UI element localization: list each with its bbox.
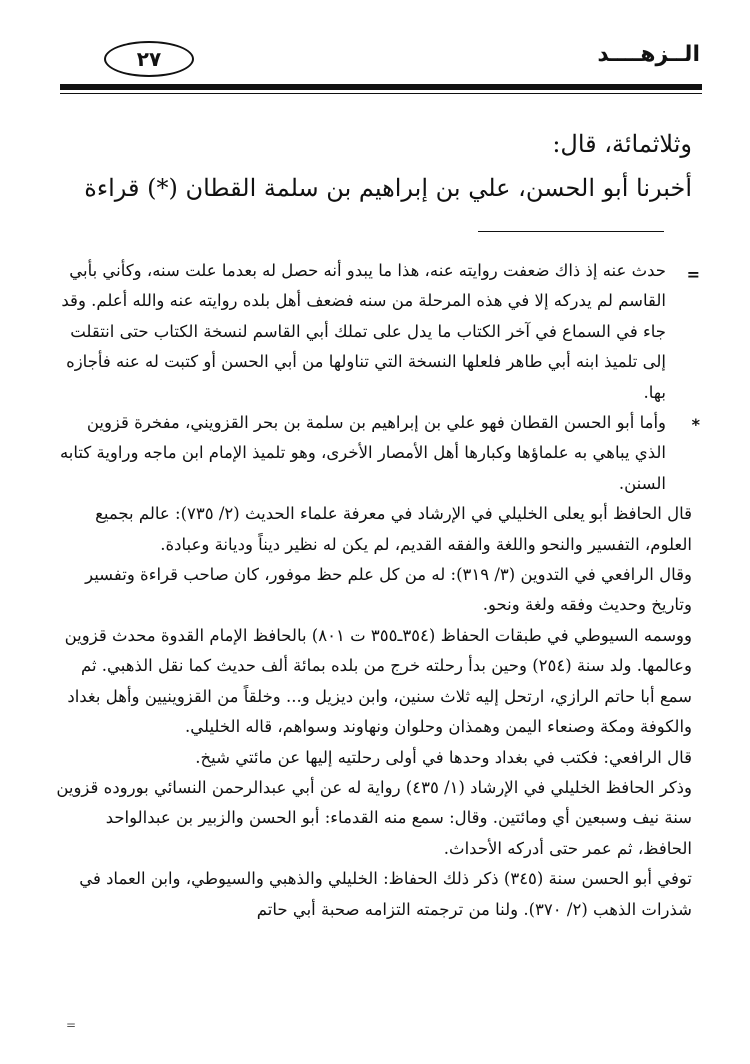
footnote-continuation (52, 256, 700, 408)
footnote-paragraph: ووسمه السيوطي في طبقات الحفاظ (٣٥٤ـ٣٥٥ ت ٨٠١) بالحافظ الإمام القدوة محدث قزوين وعالمها. ولد سنة (٢٥٤) وحين بدأ رحلته خرج من بلده بمائة ألف حديث كما نقل الذهبي. ثم سمع أبا حاتم الرازي، ارتحل إليه ثلاث سنين، وابن ديزيل و... وخلقاً من القزوينيين وأهل بغداد والكوفة ومكة وصنعاء اليمن وهمذان وحلوان ونهاوند وسواهم، قاله الخليلي. (64, 625, 692, 737)
footnote-paragraph: قال الرافعي: فكتب في بغداد وحدها في أولى رحلتيه إليها عن مائتي شيخ. (195, 747, 692, 767)
footnote-paragraph: وقال الرافعي في التدوين (٣/ ٣١٩): له من كل علم حظ موفور، كان صاحب قراءة وتفسير وتاريخ وحديث وفقه ولغة ونحو. (85, 565, 692, 615)
footnote-separator (478, 231, 664, 232)
main-line: وثلاثمائة، قال: (552, 130, 692, 158)
running-title: الــزهــــد (597, 42, 700, 67)
page-number: ٢٧ (104, 41, 194, 77)
main-text (57, 122, 692, 210)
footnote-text: حدث عنه إذ ذاك ضعفت روايته عنه، هذا ما يبدو أنه حصل له بعدما علت سنه، وكأني بأبي القاسم لم يدركه إلا في هذه المرحلة من سنه فضعف أهل بلده روايته عنه والله أعلم. وقد جاء في السماع في آخر الكتاب ما يدل على تملك أبي القاسم لنسخة الكتاب حتى انتقلت إلى تلميذ ابنه أبي طاهر فلعلها النسخة التي تناولها من أبي الحسن أو كتبت له عنه فأجازه بها. (61, 261, 666, 402)
footnote-star (52, 408, 700, 499)
footnote-text: وأما أبو الحسن القطان فهو علي بن إبراهيم بن سلمة بن بحر القزويني، مفخرة قزوين الذي يباهي به علماؤها وكبارها أهل الأمصار الأخرى، وهو تلميذ الإمام ابن ماجه وراوية كتابه السنن. (59, 413, 666, 493)
continuation-marker: = (686, 265, 700, 284)
footnote-paragraph: قال الحافظ أبو يعلى الخليلي في الإرشاد في معرفة علماء الحديث (٢/ ٧٣٥): عالم بجميع العلوم، التفسير والنحو واللغة والفقه القديم، لم يكن له نظير ديناً وديانة وعبادة. (95, 504, 692, 554)
main-line: أخبرنا أبو الحسن، علي بن إبراهيم بن سلمة القطان (*) قراءة (84, 174, 692, 202)
footnotes (52, 256, 700, 925)
header-rule-thin (60, 93, 702, 94)
header-rule-thick (60, 84, 702, 90)
footnote-paragraph: توفي أبو الحسن سنة (٣٤٥) ذكر ذلك الحفاظ: الخليلي والذهبي والسيوطي، وابن العماد في شذرات الذهب (٢/ ٣٧٠). ولنا من ترجمته التزامه صحبة أبي حاتم (79, 869, 692, 919)
trailing-marker: = (66, 1018, 77, 1032)
page-header (60, 30, 700, 86)
star-marker: * (691, 415, 700, 435)
footnote-paragraph: وذكر الحافظ الخليلي في الإرشاد (١/ ٤٣٥) رواية له عن أبي عبدالرحمن النسائي بوروده قزوين سنة نيف وسبعين أي ومائتين. وقال: سمع منه القدماء: أبو الحسن والزبير بن عبدالواحد الحافظ، ثم عمر حتى أدركه الأحداث. (56, 777, 692, 858)
